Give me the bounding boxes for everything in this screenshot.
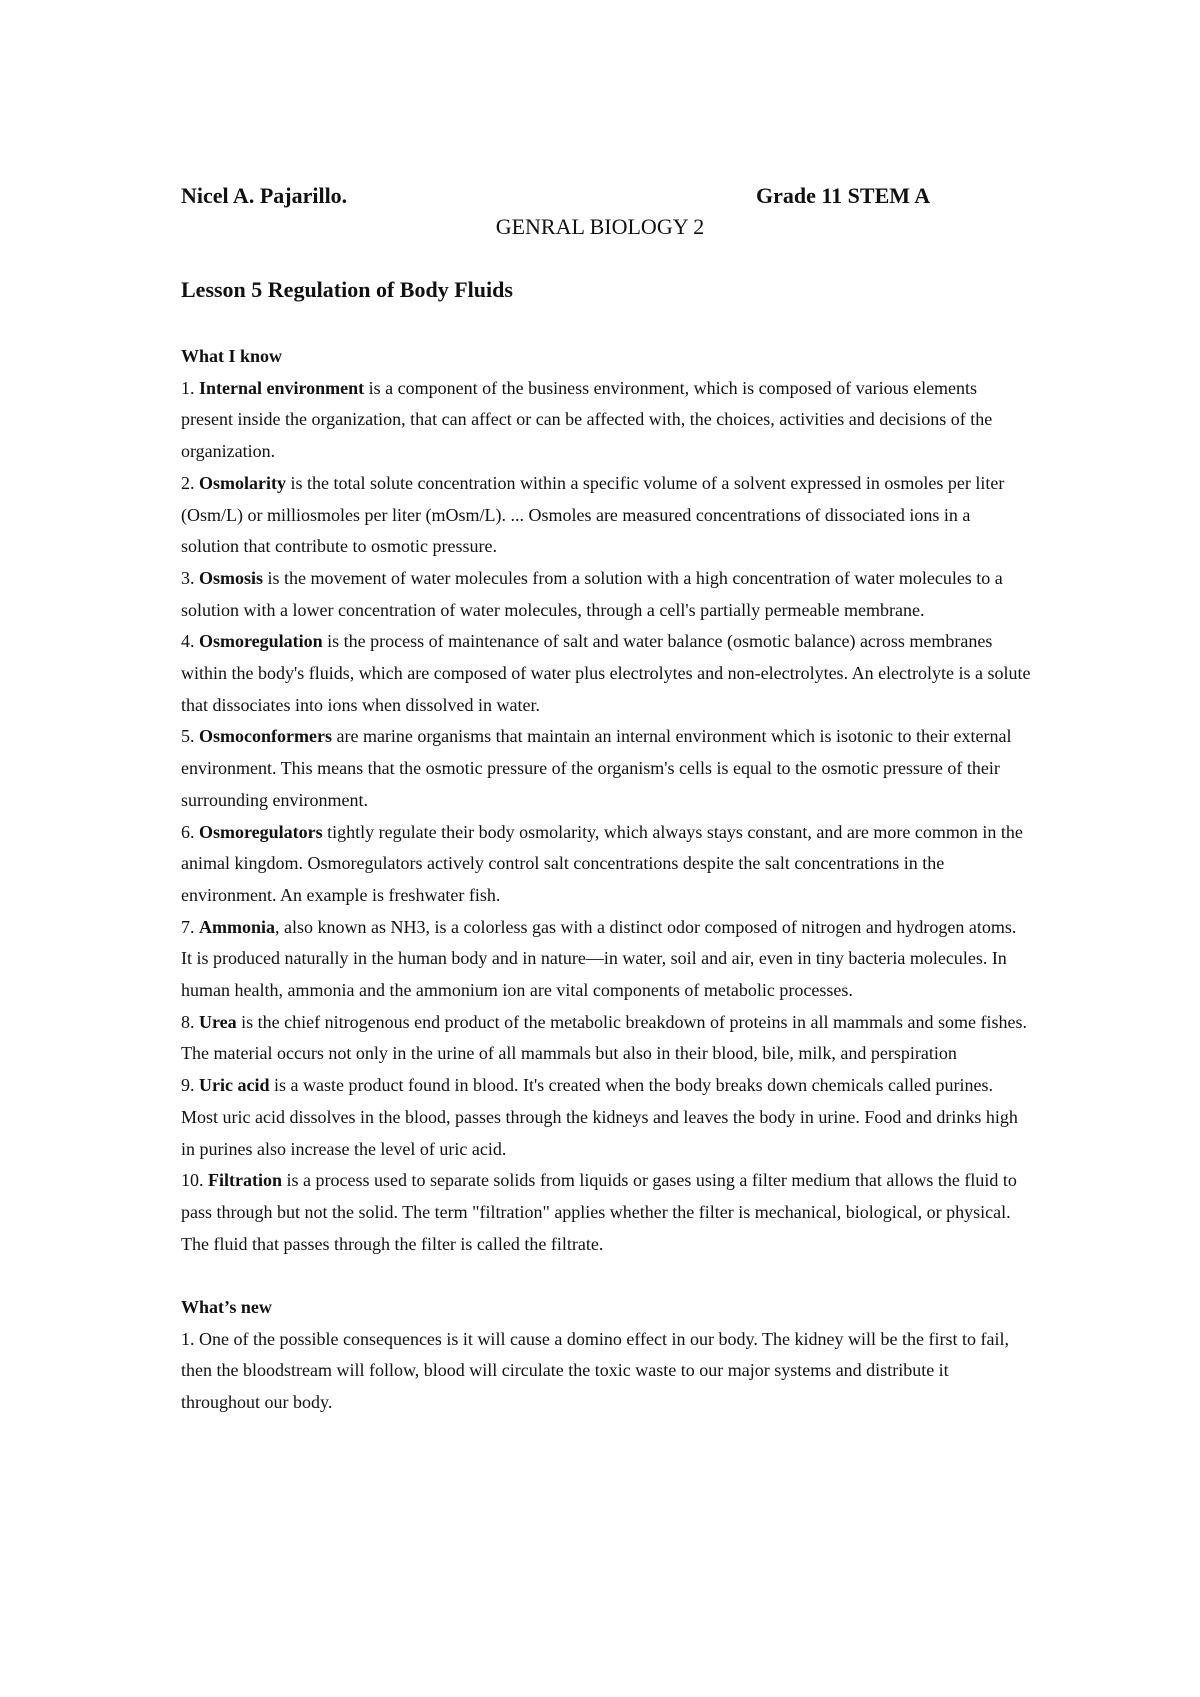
item-term: Internal environment <box>199 377 365 398</box>
list-item <box>181 373 1031 468</box>
item-text: are marine organisms that maintain an internal environment which is isotonic to their external environment. This means that the osmotic pressure of the organism's cells is equal to the osmotic pressure of their surrounding environment. <box>181 726 1012 810</box>
subject-title: GENRAL BIOLOGY 2 <box>495 214 705 239</box>
item-term: Uric acid <box>199 1075 270 1096</box>
item-term: Filtration <box>208 1170 282 1191</box>
item-text: is the total solute concentration within a specific volume of a solvent expressed in osmoles per liter (Osm/L) or milliosmoles per liter (mOsm/L). ... Osmoles are measured concentrations of dissociated ions in a solution that contribute to osmotic pressure. <box>181 472 1005 557</box>
item-term: Ammonia <box>199 916 275 937</box>
item-number: 4. <box>181 631 195 652</box>
item-term: Osmolarity <box>199 472 286 493</box>
section-title-what-i-know: What I know <box>181 346 283 366</box>
item-number: 1. <box>181 377 195 398</box>
item-number: 1. <box>181 1328 195 1349</box>
item-text: is a component of the business environment, which is composed of various elements present inside the organization, that can affect or can be affected with, the choices, activities and decisions of the organization. <box>181 377 993 462</box>
item-text: is the movement of water molecules from a solution with a high concentration of water molecules to a solution with a lower concentration of water molecules, through a cell's partially permeable membrane. <box>181 567 1003 620</box>
list-item <box>181 1165 1031 1260</box>
list-item <box>181 1007 1031 1070</box>
list-item <box>181 1324 1031 1419</box>
item-term: Urea <box>199 1011 237 1032</box>
list-item <box>181 817 1031 912</box>
list-item <box>181 468 1031 563</box>
item-text: One of the possible consequences is it will cause a domino effect in our body. The kidney will be the first to fail, then the bloodstream will follow, blood will circulate the toxic waste to our major systems and distribute it throughout our body. <box>181 1328 1009 1413</box>
student-name: Nicel A. Pajarillo. <box>181 183 348 208</box>
item-term: Osmoregulators <box>199 821 323 842</box>
item-term: Osmoconformers <box>199 726 332 747</box>
item-number: 7. <box>181 916 195 937</box>
item-number: 10. <box>181 1170 204 1191</box>
document-body <box>181 341 1031 1419</box>
item-text: is the chief nitrogenous end product of the metabolic breakdown of proteins in all mammals and some fishes. The material occurs not only in the urine of all mammals but also in their blood, bile, milk, and perspiration <box>181 1011 1027 1064</box>
list-item <box>181 1070 1031 1165</box>
list-item <box>181 721 1031 816</box>
item-text: tightly regulate their body osmolarity, which always stays constant, and are more common in the animal kingdom. Osmoregulators actively control salt concentrations despite the salt concentrations in the environment. An example is freshwater fish. <box>181 821 1023 905</box>
item-number: 2. <box>181 472 195 493</box>
lesson-title: Lesson 5 Regulation of Body Fluids <box>181 277 513 302</box>
grade-section: Grade 11 STEM A <box>756 183 931 208</box>
item-text: is a process used to separate solids from liquids or gases using a filter medium that allows the fluid to pass through but not the solid. The term "filtration" applies whether the filter is mechanical, biological, or physical. The fluid that passes through the filter is called the filtrate. <box>181 1170 1017 1254</box>
item-number: 8. <box>181 1011 195 1032</box>
item-term: Osmosis <box>199 567 264 588</box>
list-item <box>181 912 1031 1007</box>
what-i-know-list <box>181 373 1031 1261</box>
item-number: 9. <box>181 1075 195 1096</box>
item-number: 3. <box>181 567 195 588</box>
item-number: 6. <box>181 821 195 842</box>
list-item <box>181 626 1031 721</box>
section-title-whats-new: What’s new <box>181 1297 272 1318</box>
item-text: is the process of maintenance of salt and water balance (osmotic balance) across membranes within the body's fluids, which are composed of water plus electrolytes and non-electrolytes. An electrolyte is a solute that dissociates into ions when dissolved in water. <box>181 631 1031 715</box>
item-text: is a waste product found in blood. It's created when the body breaks down chemicals called purines. Most uric acid dissolves in the blood, passes through the kidneys and leaves the body in urine. Food and drinks high in purines also increase the level of uric acid. <box>181 1075 1018 1159</box>
item-number: 5. <box>181 726 195 747</box>
item-text: , also known as NH3, is a colorless gas with a distinct odor composed of nitrogen and hydrogen atoms. It is produced naturally in the human body and in nature—in water, soil and air, even in tiny bacteria molecules. In human health, ammonia and the ammonium ion are vital components of metabolic processes. <box>181 916 1017 1001</box>
item-term: Osmoregulation <box>199 631 323 652</box>
list-item <box>181 563 1031 626</box>
section-spacer <box>181 1260 1031 1292</box>
whats-new-list <box>181 1324 1031 1419</box>
